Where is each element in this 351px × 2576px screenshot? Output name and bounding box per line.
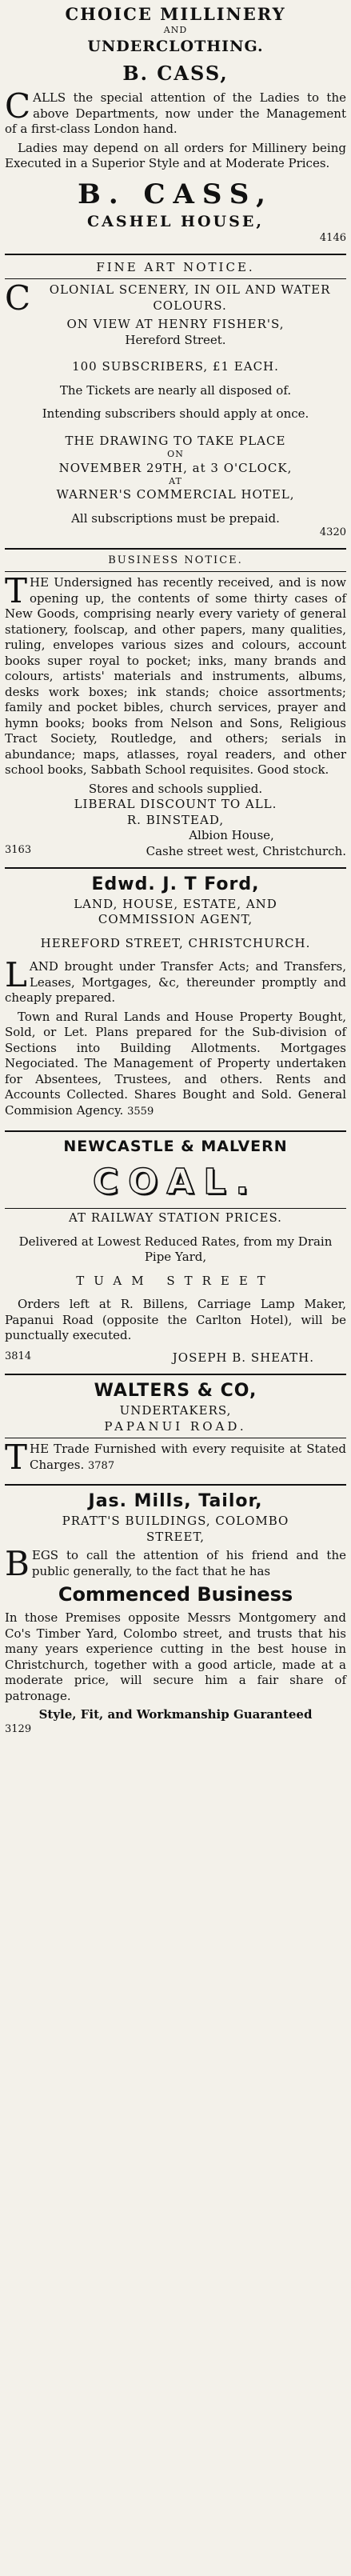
- advertiser-name: WALTERS & CO,: [94, 1381, 257, 1402]
- ad-reference: 4146: [319, 231, 346, 244]
- ad-line: LAND, HOUSE, ESTATE, AND: [74, 896, 277, 911]
- business-notice-ad: [5, 551, 346, 864]
- divider: [5, 1130, 346, 1132]
- advertiser-name: JOSEPH B. SHEATH.: [172, 1350, 314, 1365]
- ad-line: NOVEMBER 29TH, at 3 O'CLOCK,: [58, 460, 293, 475]
- ad-title: NEWCASTLE & MALVERN: [63, 1137, 288, 1155]
- ad-text: AND brought under Transfer Acts; and Transfers, Leases, Mortgages, &c, thereunder promptly and cheaply prepared.: [5, 959, 346, 1006]
- ad-reference: 3814: [5, 1350, 32, 1362]
- ad-line: The Tickets are nearly all disposed of.: [59, 382, 292, 398]
- ad-text: ALLS the special attention of the Ladies to the above Departments, now under the Management of a first-class London hand.: [5, 90, 346, 137]
- ad-line: STREET,: [146, 1529, 205, 1544]
- ad-street: TUAM STREET: [76, 1273, 275, 1288]
- ad-reference: 3559: [127, 1105, 154, 1118]
- ad-reference: 3787: [88, 1459, 115, 1472]
- divider: [5, 278, 346, 279]
- ad-paragraph: Ladies may depend on all orders for Millinery being Executed in a Superior Style and at Moderate Prices.: [5, 140, 346, 171]
- advertiser-name: Edwd. J. T Ford,: [91, 874, 260, 895]
- ad-title: BUSINESS NOTICE.: [108, 554, 243, 567]
- ad-line: ON: [167, 449, 184, 460]
- ad-line: ON VIEW AT HENRY FISHER'S,: [66, 317, 285, 332]
- house-name: Albion House,: [189, 828, 274, 843]
- ad-line: WARNER'S COMMERCIAL HOTEL,: [56, 487, 295, 502]
- ad-line: LIBERAL DISCOUNT TO ALL.: [74, 797, 277, 812]
- ad-text: OLONIAL SCENERY, IN OIL AND WATER COLOURS.: [49, 282, 331, 313]
- ad-and: AND: [163, 25, 188, 36]
- ad-line: AT: [169, 476, 182, 487]
- ad-line: COMMISSION AGENT,: [98, 912, 253, 927]
- advertiser-name: R. BINSTEAD,: [126, 812, 225, 827]
- ad-paragraph: Orders left at R. Billens, Carriage Lamp Maker, Papanui Road (opposite the Carlton Hotel), will be punctually executed.: [5, 1297, 346, 1343]
- millinery-ad: [5, 0, 346, 250]
- undertakers-ad: [5, 1377, 346, 1481]
- advertiser-name: B. CASS,: [122, 62, 229, 86]
- divider: [5, 1484, 346, 1486]
- divider: [5, 254, 346, 255]
- ad-subtitle: UNDERCLOTHING.: [87, 37, 264, 55]
- house-name: CASHEL HOUSE,: [87, 213, 264, 231]
- land-agent-ad: [5, 870, 346, 1126]
- ad-text: HE Trade Furnished with every requisite at Stated Charges.: [30, 1442, 346, 1472]
- advertiser-name-large: B. CASS,: [78, 178, 273, 210]
- ad-line: 100 SUBSCRIBERS, £1 EACH.: [72, 359, 279, 374]
- ad-title: CHOICE MILLINERY: [65, 4, 286, 24]
- ad-line: HEREFORD STREET, CHRISTCHURCH.: [40, 935, 311, 950]
- ad-line: All subscriptions must be prepaid.: [71, 510, 280, 526]
- ad-line: Intending subscribers should apply at once.: [42, 406, 309, 422]
- ad-text: HE Undersigned has recently received, and is now opening up, the contents of some thirty cases of New Goods, comprising nearly every variety of general stationery, foolscap, and other papers, many qualities, ruling, envelopes various sizes and colours, account books super royal to pocket; inks, many brands and colours, artists' materials and instruments, albums, desks work boxes; ink stands; choice assortments; family and pocket bibles, church services, prayer and hymn books; books from Nelson and Sons, Religious Tract Society, Routledge, and others; serials in abundance; maps, atlasses, royal readers, and other school books, Sabbath School requisites. Good stock.: [5, 575, 346, 778]
- divider: [5, 1208, 346, 1209]
- ad-reference: 3129: [5, 1722, 32, 1735]
- ad-footer: [5, 844, 346, 860]
- coal-heading: COAL.: [92, 1162, 259, 1203]
- ad-line: Hereford Street.: [125, 332, 226, 347]
- divider: [5, 867, 346, 869]
- ad-paragraph: [5, 955, 346, 1006]
- drop-cap: B: [5, 1544, 30, 1584]
- ad-paragraph: [5, 1544, 346, 1584]
- ad-title: FINE ART NOTICE.: [96, 259, 255, 274]
- drop-cap: T: [5, 1438, 28, 1478]
- ad-paragraph: In those Premises opposite Messrs Montgomery and Co's Timber Yard, Colombo street, and trusts that his many years experience cutting in the best house in Christchurch, together with a good article, made at a moderate price, will secure him a fair share of patronage.: [5, 1610, 346, 1703]
- ad-line: Stores and schools supplied.: [88, 781, 263, 796]
- drop-cap: T: [5, 571, 28, 611]
- ad-paragraph: [5, 571, 346, 778]
- ad-paragraph: [5, 1438, 346, 1478]
- divider: [5, 571, 346, 572]
- drop-cap: C: [5, 278, 32, 318]
- ad-text: Town and Rural Lands and House Property Bought, Sold, or Let. Plans prepared for the Sub-division of Sections into Building Allotments. Mortgages Negociated. The Management of Property undertaken for Absentees, Trustees, and others. Rents and Accounts Collected. Shares Bought and Sold. General Commision Agency.: [5, 1009, 346, 1118]
- ad-line: UNDERTAKERS,: [119, 1403, 232, 1418]
- ad-line: THE DRAWING TO TAKE PLACE: [65, 433, 286, 448]
- drop-cap: C: [5, 86, 31, 126]
- ad-text: EGS to call the attention of his friend and the public generally, to the fact that he has: [31, 1548, 346, 1578]
- ad-line: AT RAILWAY STATION PRICES.: [69, 1210, 282, 1226]
- divider: [5, 1374, 346, 1375]
- tailor-ad: [5, 1487, 346, 1741]
- ad-address: Cashe street west, Christchurch.: [146, 843, 346, 858]
- coal-ad: [5, 1134, 346, 1371]
- ad-paragraph: [5, 86, 346, 138]
- ad-tagline: Style, Fit, and Workmanship Guaranteed: [38, 1707, 313, 1722]
- ad-reference: 4320: [319, 526, 346, 539]
- ad-heading: [5, 278, 346, 318]
- divider: [5, 548, 346, 550]
- ad-heading: Commenced Business: [58, 1583, 293, 1606]
- fine-art-ad: [5, 257, 346, 545]
- ad-paragraph: [5, 1010, 346, 1119]
- ad-reference: 3163: [5, 843, 32, 856]
- ad-paragraph: Delivered at Lowest Reduced Rates, from my Drain Pipe Yard,: [18, 1234, 333, 1265]
- ad-footer: [5, 1350, 346, 1366]
- drop-cap: L: [5, 955, 27, 995]
- ad-line: PAPANUI ROAD.: [104, 1418, 247, 1434]
- ad-line: PRATT'S BUILDINGS, COLOMBO: [62, 1514, 289, 1529]
- advertiser-name: Jas. Mills, Tailor,: [88, 1491, 263, 1512]
